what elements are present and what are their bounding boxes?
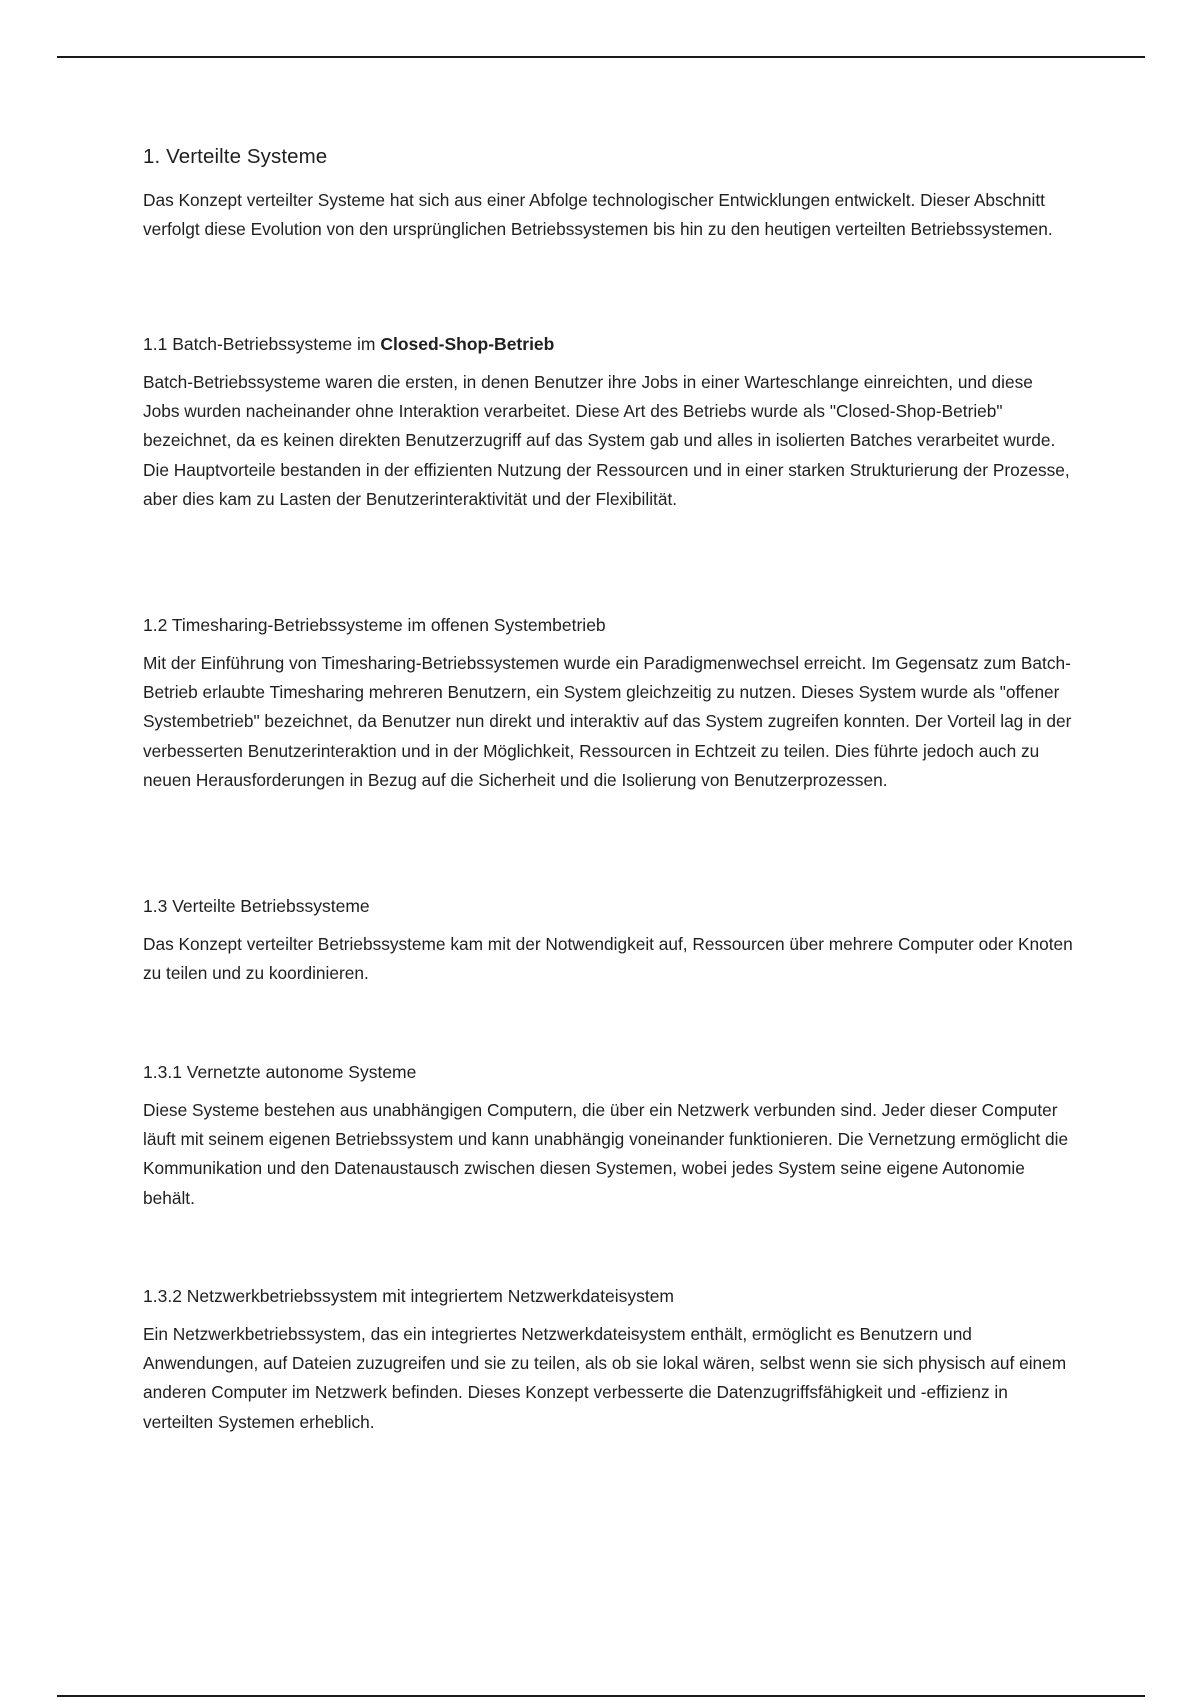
section-heading: 1.3.1 Vernetzte autonome Systeme (143, 1062, 417, 1082)
section-paragraph: Das Konzept verteilter Betriebssysteme kam mit der Notwendigkeit auf, Ressourcen über mehrere Computer oder Knoten zu teilen und zu koordinieren. (143, 934, 1073, 984)
section-paragraph: Batch-Betriebssysteme waren die ersten, in denen Benutzer ihre Jobs in einer Warteschlange einreichten, und diese Jobs wurden nacheinander ohne Interaktion verarbeitet. Diese Art des Betriebs wurde als "Closed-Shop-Betrieb" bezeichnet, da es keinen direkten Benutzerzugriff auf das System gab und alles in isolierten Batches verarbeitet wurde. Die Hauptvorteile bestanden in der effizienten Nutzung der Ressourcen und in einer starken Strukturierung der Prozesse, aber dies kam zu Lasten der Benutzerinteraktivität und der Flexibilität. (143, 372, 1070, 509)
heading-bold-text: Closed-Shop-Betrieb (380, 334, 555, 354)
section-verteilte-systeme (143, 142, 1073, 330)
section-paragraph: Mit der Einführung von Timesharing-Betriebssystemen wurde ein Paradigmenwechsel erreicht. Im Gegensatz zum Batch-Betrieb erlaubte Timesharing mehreren Benutzern, ein System gleichzeitig zu nutzen. Dieses System wurde als "offener Systembetrieb" bezeichnet, da Benutzer nun direkt und interaktiv auf das System zugreifen konnten. Der Vorteil lag in der verbesserten Benutzerinteraktion und in der Möglichkeit, Ressourcen in Echtzeit zu teilen. Dies führte jedoch auch zu neuen Herausforderungen in Bezug auf die Sicherheit und die Isolierung von Benutzerprozessen. (143, 653, 1072, 790)
footer-rule (57, 1695, 1145, 1697)
section-heading (143, 330, 1073, 358)
section-paragraph: Das Konzept verteilter Systeme hat sich aus einer Abfolge technologischer Entwicklungen entwickelt. Dieser Abschnitt verfolgt diese Evolution von den ursprünglichen Betriebssystemen bis hin zu den heutigen verteilten Betriebssystemen. (143, 190, 1053, 240)
section-paragraph: Ein Netzwerkbetriebssystem, das ein integriertes Netzwerkdateisystem enthält, ermöglicht es Benutzern und Anwendungen, auf Dateien zuzugreifen und sie zu teilen, als ob sie lokal wären, selbst wenn sie sich physisch auf einem anderen Computer im Netzwerk befinden. Dieses Konzept verbesserte die Datenzugriffsfähigkeit und -effizienz in verteilten Systemen erheblich. (143, 1324, 1067, 1432)
section-heading: 1.3 Verteilte Betriebssysteme (143, 896, 370, 916)
section-paragraph: Diese Systeme bestehen aus unabhängigen Computern, die über ein Netzwerk verbunden sind. Jeder dieser Computer läuft mit seinem eigenen Betriebssystem und kann unabhängig voneinander funktionieren. Die Vernetzung ermöglicht die Kommunikation und den Datenaustausch zwischen diesen Systemen, wobei jedes System seine eigene Autonomie behält. (143, 1100, 1069, 1208)
section-vernetzte-autonome-systeme (143, 1058, 1073, 1282)
section-heading: 1.3.2 Netzwerkbetriebssystem mit integriertem Netzwerkdateisystem (143, 1286, 675, 1306)
section-timesharing (143, 611, 1073, 892)
section-batch-betriebssysteme (143, 330, 1073, 611)
section-heading: 1.2 Timesharing-Betriebssysteme im offenen Systembetrieb (143, 615, 606, 635)
header-rule (57, 56, 1145, 58)
heading-text: 1.1 Batch-Betriebssysteme im (143, 334, 381, 354)
section-netzwerkbetriebssystem (143, 1282, 1073, 1482)
document-body (143, 142, 1073, 1482)
section-verteilte-betriebssysteme (143, 892, 1073, 1058)
section-heading: 1. Verteilte Systeme (143, 145, 328, 168)
